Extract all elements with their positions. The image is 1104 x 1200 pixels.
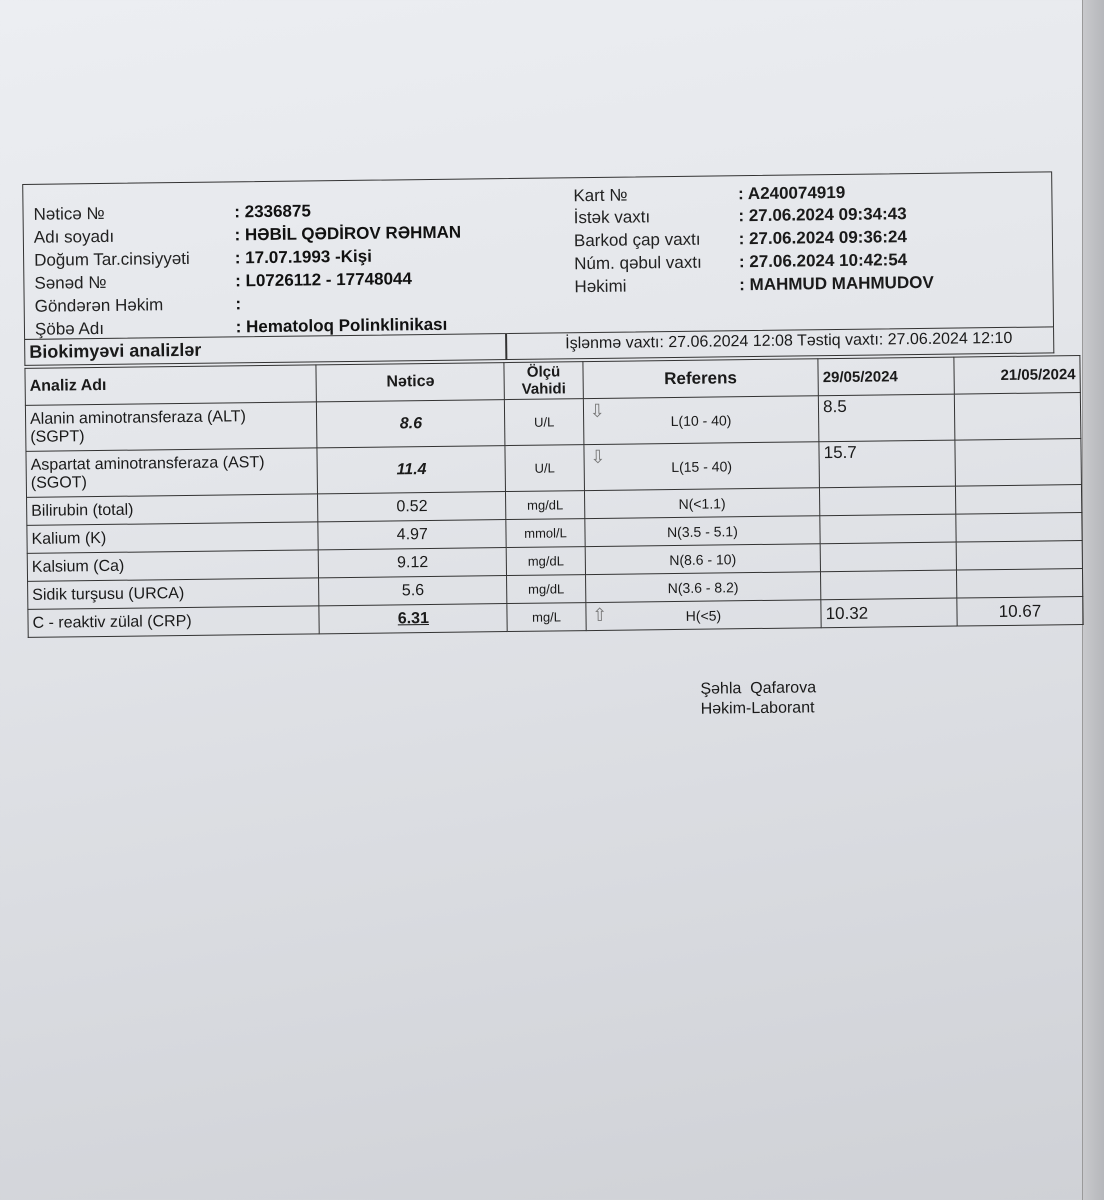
barcode-time: : 27.06.2024 09:36:24 bbox=[738, 227, 908, 249]
sample-time: : 27.06.2024 10:42:54 bbox=[738, 250, 908, 272]
patient-header-box bbox=[22, 171, 1054, 340]
row-result: 11.4 bbox=[317, 446, 506, 494]
title-divider bbox=[505, 334, 507, 360]
row-history-2: 10.67 bbox=[957, 597, 1083, 627]
signature-name: Şəhla Qafarova bbox=[700, 679, 817, 698]
document-number: : L0726112 - 17748044 bbox=[235, 269, 412, 291]
down-arrow-icon: ⇩ bbox=[589, 400, 605, 422]
row-history-2 bbox=[956, 569, 1082, 599]
row-reference-value: L(15 - 40) bbox=[671, 457, 733, 475]
row-history-2 bbox=[955, 439, 1082, 487]
row-history-1 bbox=[820, 514, 956, 544]
row-history-1 bbox=[820, 486, 956, 516]
row-result: 9.12 bbox=[319, 548, 507, 578]
row-name-line2: (SGPT) bbox=[30, 427, 85, 446]
row-name: Kalium (K) bbox=[27, 522, 319, 554]
request-time-label: İstək vaxtı bbox=[573, 207, 651, 228]
header-history-2: 21/05/2024 bbox=[954, 356, 1081, 395]
sample-time-label: Núm. qəbul vaxtı bbox=[574, 252, 702, 274]
request-time: : 27.06.2024 09:34:43 bbox=[738, 204, 907, 226]
card-row bbox=[573, 183, 845, 206]
result-number: : 2336875 bbox=[234, 201, 311, 222]
row-name bbox=[26, 448, 318, 498]
row-name: C - reaktiv zülal (CRP) bbox=[28, 606, 320, 638]
result-number-row bbox=[33, 201, 311, 224]
row-reference bbox=[583, 396, 819, 445]
row-name: Kalsium (Ca) bbox=[27, 550, 319, 582]
row-reference: N(3.6 - 8.2) bbox=[585, 572, 821, 603]
row-history-1: 15.7 bbox=[819, 440, 955, 488]
row-reference bbox=[584, 442, 820, 491]
row-reference: N(8.6 - 10) bbox=[585, 544, 821, 575]
row-history-1 bbox=[820, 542, 956, 572]
request-time-row bbox=[574, 204, 907, 228]
dob-value: : 17.07.1993 -Kişi bbox=[234, 246, 372, 268]
row-name bbox=[25, 402, 317, 452]
document-label: Sənəd № bbox=[34, 272, 107, 293]
dob-row bbox=[34, 247, 372, 271]
sample-time-row bbox=[574, 250, 907, 274]
row-reference-value: L(10 - 40) bbox=[670, 411, 732, 429]
referrer-value: : bbox=[235, 294, 242, 314]
barcode-time-row bbox=[574, 227, 907, 251]
dob-label: Doğum Tar.cinsiyyəti bbox=[34, 248, 190, 270]
header-unit-line2: Vahidi bbox=[521, 380, 566, 398]
patient-name: : HƏBİL QƏDİROV RƏHMAN bbox=[234, 222, 462, 245]
card-label: Kart № bbox=[573, 185, 628, 206]
down-arrow-icon: ⇩ bbox=[590, 446, 606, 468]
header-reference: Referens bbox=[583, 359, 819, 399]
row-reference-value: H(<5) bbox=[685, 606, 722, 624]
document-row bbox=[34, 269, 412, 294]
row-result: 4.97 bbox=[318, 520, 506, 550]
section-title: Biokimyəvi analizlər bbox=[29, 339, 202, 362]
results-table bbox=[24, 355, 1083, 638]
doctor-row bbox=[574, 273, 933, 297]
row-unit: mmol/L bbox=[506, 519, 585, 548]
department-value: : Hematoloq Polinklinikası bbox=[235, 314, 448, 337]
patient-name-row bbox=[34, 223, 461, 248]
up-arrow-icon: ⇧ bbox=[592, 604, 608, 626]
referrer-label: Göndərən Həkim bbox=[34, 295, 164, 316]
row-name-line1: Alanin aminotransferaza (ALT) bbox=[29, 407, 246, 428]
row-history-2 bbox=[955, 485, 1081, 515]
row-unit: mg/L bbox=[507, 603, 586, 632]
row-history-1 bbox=[821, 570, 957, 600]
row-reference: N(<1.1) bbox=[584, 488, 820, 519]
row-name-line1: Aspartat aminotransferaza (AST) bbox=[30, 453, 265, 474]
row-name-line2: (SGOT) bbox=[30, 473, 87, 492]
processing-times: İşlənmə vaxtı: 27.06.2024 12:08 Təstiq vaxtı: 27.06.2024 12:10 bbox=[565, 329, 1013, 353]
row-unit: U/L bbox=[505, 445, 584, 492]
row-history-2 bbox=[956, 513, 1082, 543]
signature-block bbox=[700, 678, 816, 719]
header-unit bbox=[504, 362, 583, 400]
row-history-2 bbox=[954, 393, 1081, 441]
row-unit: mg/dL bbox=[507, 575, 586, 604]
row-history-1: 8.5 bbox=[818, 394, 954, 442]
row-name: Bilirubin (total) bbox=[27, 494, 319, 526]
row-reference: N(3.5 - 5.1) bbox=[585, 516, 821, 547]
lab-report-sheet bbox=[18, 155, 1090, 718]
header-unit-line1: Ölçü bbox=[526, 363, 561, 381]
row-unit: U/L bbox=[505, 399, 584, 446]
card-number: : A240074919 bbox=[737, 182, 846, 204]
row-result: 5.6 bbox=[319, 576, 507, 606]
header-history-1: 29/05/2024 bbox=[818, 357, 954, 396]
doctor-label: Həkimi bbox=[574, 276, 627, 297]
row-result: 0.52 bbox=[318, 492, 506, 522]
result-number-label: Nəticə № bbox=[33, 203, 105, 224]
signature-title: Həkim-Laborant bbox=[700, 699, 815, 718]
header-result: Nəticə bbox=[316, 363, 504, 402]
patient-name-label: Adı soyadı bbox=[33, 226, 115, 247]
row-history-2 bbox=[956, 541, 1082, 571]
doctor-name: : MAHMUD MAHMUDOV bbox=[739, 272, 934, 295]
row-result: 6.31 bbox=[319, 604, 507, 634]
row-result: 8.6 bbox=[317, 400, 506, 448]
row-reference bbox=[586, 600, 822, 631]
referrer-row bbox=[35, 294, 242, 317]
barcode-time-label: Barkod çap vaxtı bbox=[573, 229, 701, 251]
row-name: Sidik turşusu (URCA) bbox=[28, 578, 320, 610]
row-history-1: 10.32 bbox=[821, 598, 957, 628]
department-label: Şöbə Adı bbox=[34, 318, 105, 339]
header-analysis-name: Analiz Adı bbox=[25, 365, 317, 406]
row-unit: mg/dL bbox=[506, 547, 585, 576]
row-unit: mg/dL bbox=[506, 491, 585, 520]
